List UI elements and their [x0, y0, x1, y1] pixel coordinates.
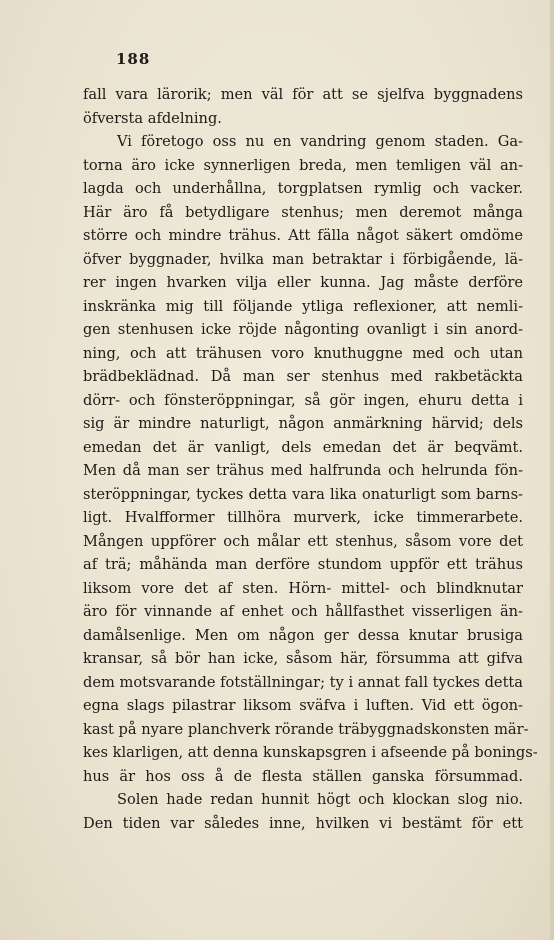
text-line: ning, och att trähusen voro knuthuggne med och utan [83, 344, 523, 362]
text-line: liksom vore det af sten. Hörn- mittel- och blindknutar [83, 579, 523, 597]
page-number: 188 [116, 50, 151, 68]
text-line: äro för vinnande af enhet och hållfasthet visserligen än- [83, 603, 523, 620]
text-line: kast på nyare planchverk rörande träbyggnadskonsten mär- [83, 720, 529, 738]
text-line: dem motsvarande fotställningar; ty i annat fall tyckes detta [83, 673, 523, 691]
text-line: kransar, så bör han icke, såsom här, försumma att gifva [83, 650, 523, 667]
text-line: rer ingen hvarken vilja eller kunna. Jag måste derföre [83, 274, 523, 291]
text-line: fall vara lärorik; men väl för att se sjelfva byggnadens [83, 86, 523, 103]
text-line: gen stenhusen icke röjde någonting ovanligt i sin anord- [83, 321, 523, 338]
text-line: torna äro icke synnerligen breda, men temligen väl an- [83, 156, 523, 174]
text-line: inskränka mig till följande ytliga reflexioner, att nemli- [83, 297, 523, 315]
text-line: damålsenlige. Men om någon ger dessa knutar brusiga [83, 626, 523, 644]
text-line: Den tiden var således inne, hvilken vi bestämt för ett [83, 814, 523, 832]
text-line: öfver byggnader, hvilka man betraktar i förbigående, lä- [83, 250, 523, 268]
page-edge [550, 0, 554, 940]
text-line: dörr- och fönsteröppningar, så gör ingen, ehuru detta i [83, 391, 523, 409]
text-line: lagda och underhållna, torgplatsen rymlig och vacker. [83, 180, 523, 197]
text-line: ligt. Hvalfformer tillhöra murverk, icke timmerarbete. [83, 509, 523, 526]
text-line: Vi företogo oss nu en vandring genom staden. Ga- [117, 133, 523, 150]
text-line: öfversta afdelning. [83, 109, 222, 127]
text-line: kes klarligen, att denna kunskapsgren i afseende på bonings- [83, 744, 538, 761]
text-line: större och mindre trähus. Att fälla något säkert omdöme [83, 227, 523, 244]
text-line: emedan det är vanligt, dels emedan det är beqvämt. [83, 438, 523, 456]
text-line: af trä; måhända man derföre stundom uppför ett trähus [83, 556, 523, 573]
text-line: Här äro få betydligare stenhus; men deremot många [83, 203, 523, 221]
text-line: egna slags pilastrar liksom sväfva i luften. Vid ett ögon- [83, 697, 523, 714]
body-text [83, 83, 538, 835]
text-line: brädbeklädnad. Då man ser stenhus med rakbetäckta [83, 368, 523, 385]
text-line: Men då man ser trähus med halfrunda och helrunda fön- [83, 462, 523, 479]
text-line: sig är mindre naturligt, någon anmärkning härvid; dels [83, 415, 523, 432]
text-line: Mången uppförer och målar ett stenhus, såsom vore det [83, 532, 523, 550]
text-line: Solen hade redan hunnit högt och klockan slog nio. [117, 791, 523, 808]
text-line: steröppningar, tyckes detta vara lika onaturligt som barns- [83, 485, 523, 503]
text-line: hus är hos oss å de flesta ställen ganska försummad. [83, 767, 523, 785]
